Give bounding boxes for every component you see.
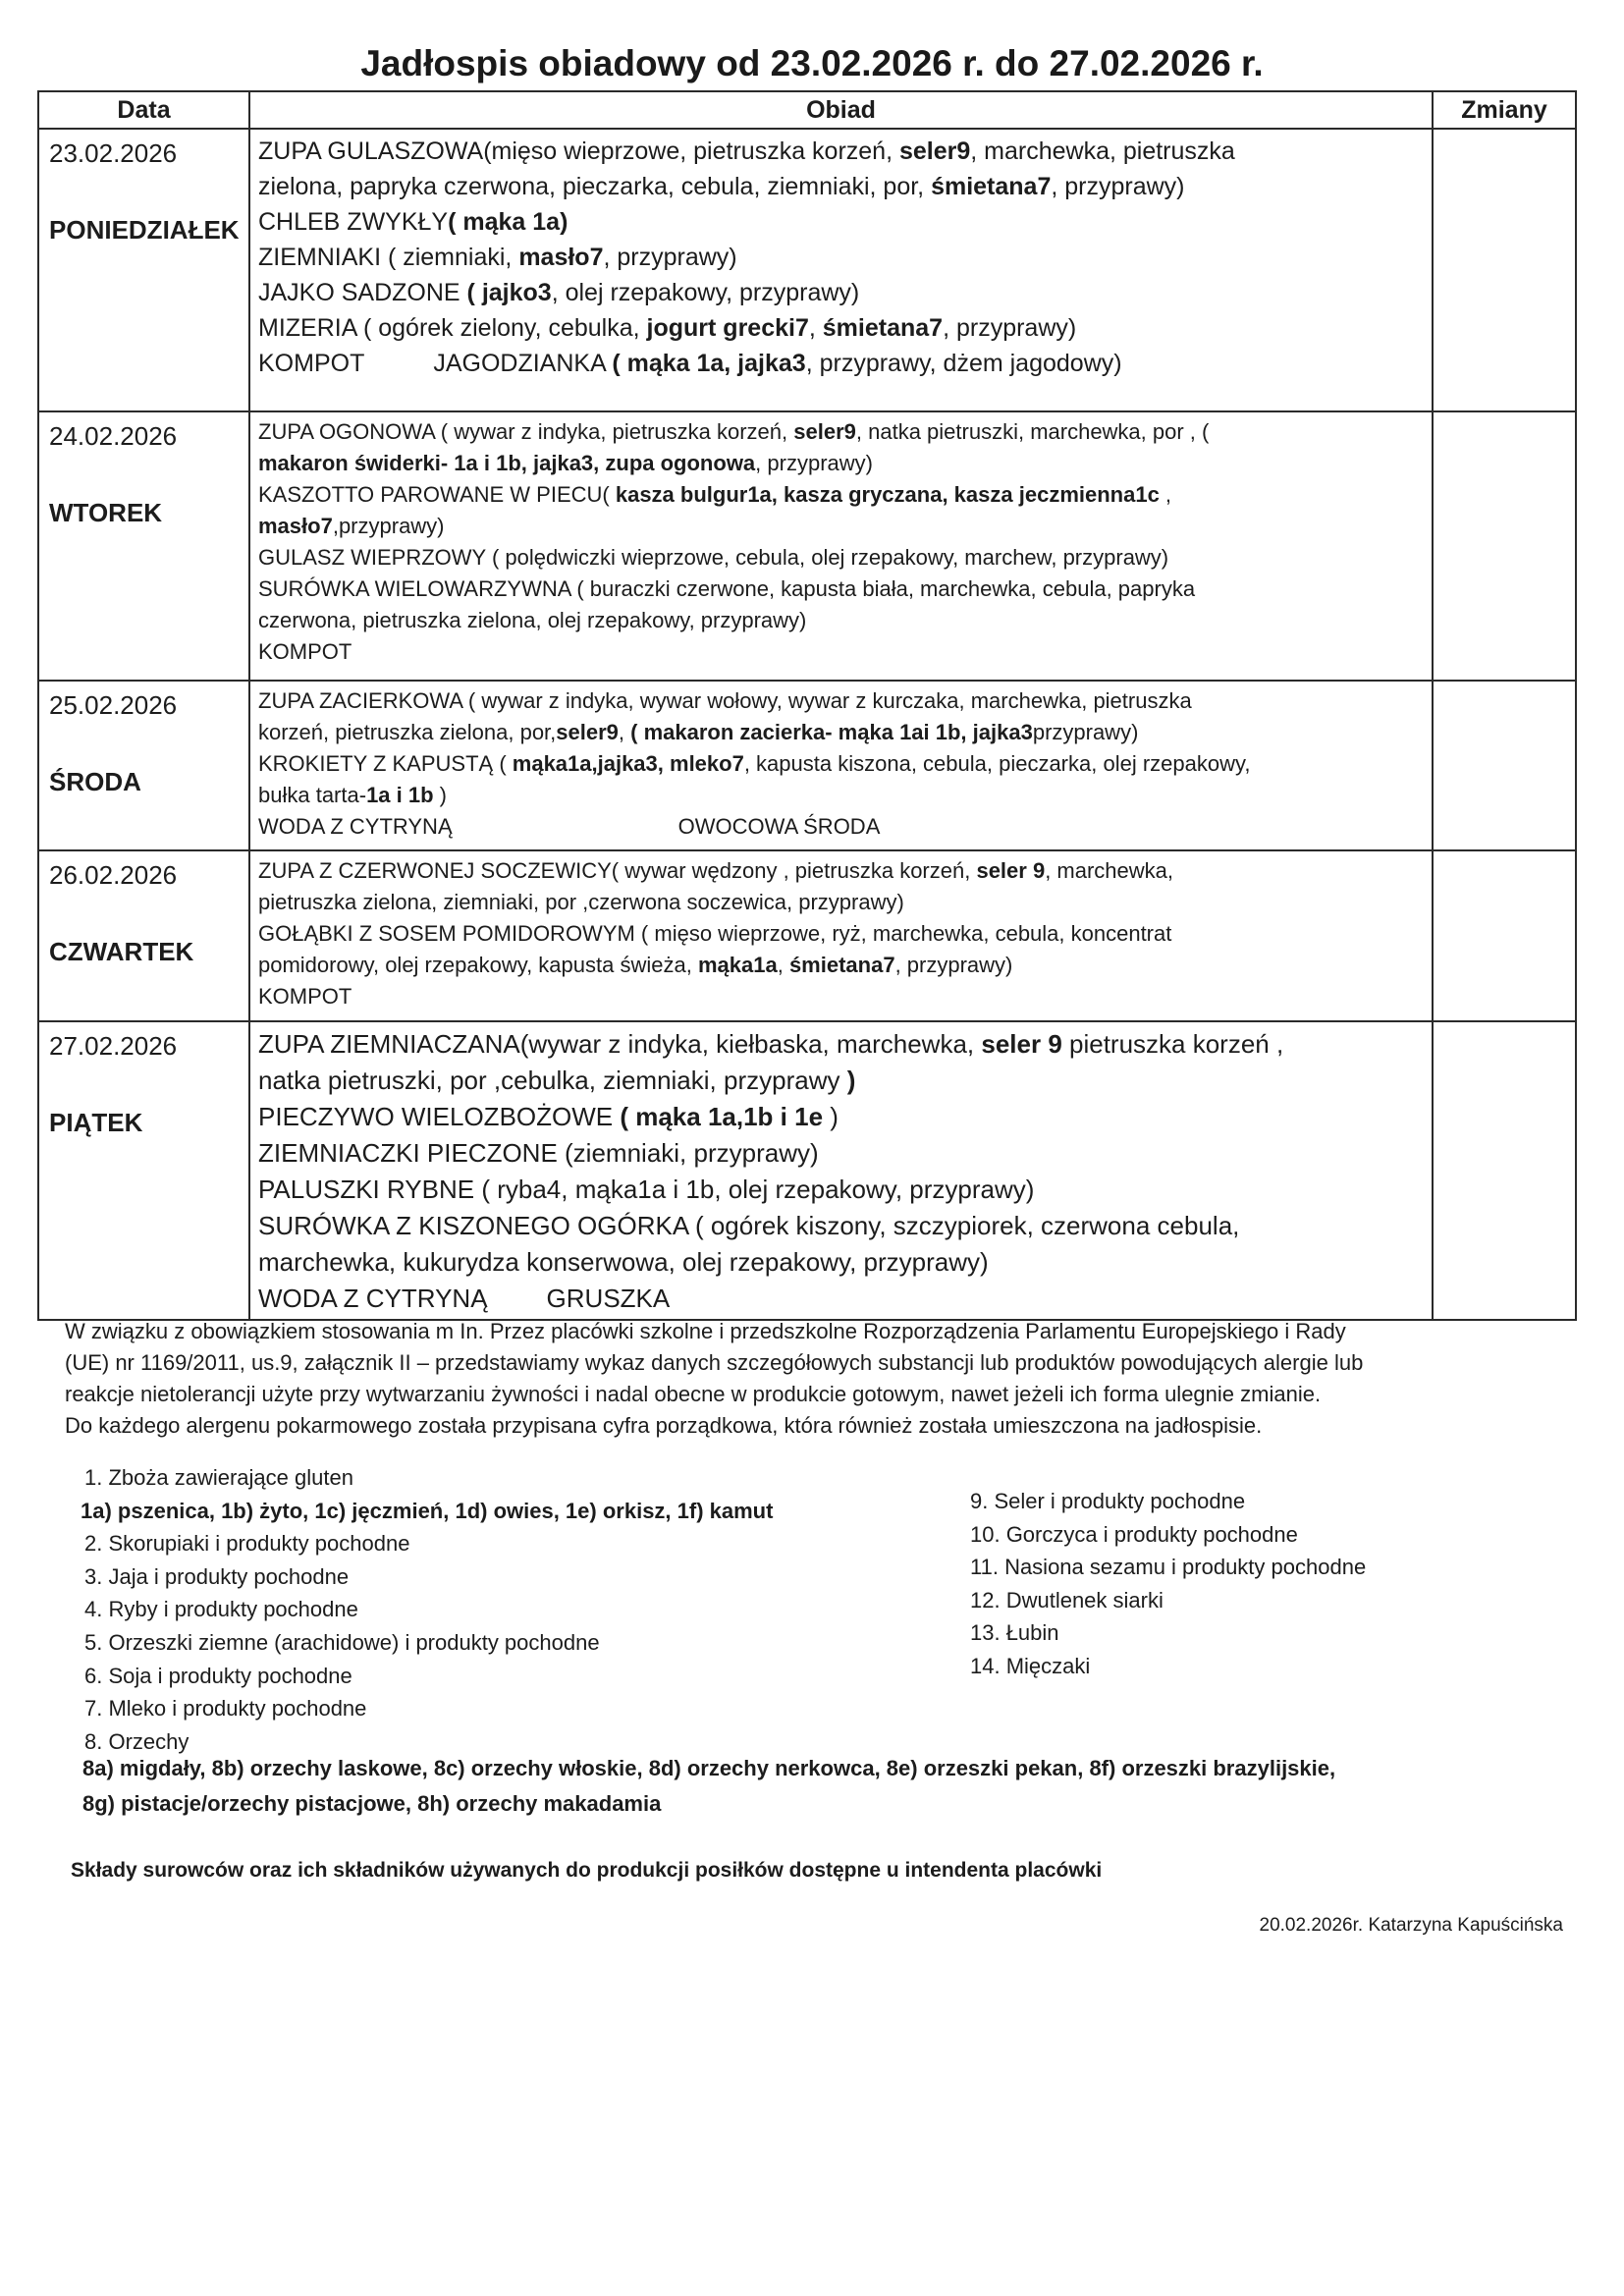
changes-cell [1433, 850, 1576, 1021]
nuts-list [82, 1751, 1335, 1822]
meal-line [258, 1172, 1426, 1208]
meal-line [258, 1281, 1426, 1317]
meal-text: WODA Z CYTRYNĄ [258, 814, 453, 839]
meal-text: pietruszka korzeń , [1061, 1029, 1284, 1059]
allergen-item: 10. Gorczyca i produkty pochodne [970, 1521, 1298, 1547]
meal-text: kasza bulgur1a, kasza gryczana, kasza jeczmienna1c [615, 482, 1160, 507]
day-row [38, 411, 1576, 681]
day-row [38, 1021, 1576, 1320]
footer-note: Składy surowców oraz ich składników używanych do produkcji posiłków dostępne u intendenta placówki [71, 1859, 1103, 1882]
meal-text: seler9 [793, 419, 856, 444]
meal-text: , [808, 314, 823, 342]
meal-cell [249, 850, 1433, 1021]
meal-text: , przyprawy) [603, 244, 737, 271]
changes-cell [1433, 1021, 1576, 1320]
meal-cell [249, 1021, 1433, 1320]
day-date: 24.02.2026 [49, 421, 178, 451]
notice-line: (UE) nr 1169/2011, us.9, załącznik II – przedstawiamy wykaz danych szczegółowych substancji lub produktów powodujących alergie lub [65, 1350, 1364, 1375]
notice-line: W związku z obowiązkiem stosowania m In. Przez placówki szkolne i przedszkolne Rozporządzenia Parlamentu Europejskiego i Rady [65, 1319, 1346, 1343]
meal-text: , [777, 953, 789, 977]
meal-text: seler 9 [976, 858, 1046, 883]
allergen-item: 4. Ryby i produkty pochodne [84, 1597, 358, 1622]
nuts-line: 8g) pistacje/orzechy pistacjowe, 8h) orzechy makadamia [82, 1791, 662, 1816]
meal-text: KOMPOT [258, 639, 352, 664]
meal-text: ZUPA GULASZOWA(mięso wieprzowe, pietruszka korzeń, [258, 137, 899, 165]
meal-text: KOMPOT [258, 350, 365, 377]
meal-line [258, 310, 1426, 346]
meal-line [258, 479, 1426, 511]
table-header-row [38, 91, 1576, 129]
meal-line [258, 918, 1426, 950]
meal-text: ) [433, 783, 447, 807]
meal-line [258, 416, 1426, 448]
meal-text: KASZOTTO PAROWANE W PIECU( [258, 482, 616, 507]
allergen-item: 1. Zboża zawierające gluten [84, 1465, 353, 1490]
meal-text: ) [823, 1102, 839, 1131]
meal-line [258, 636, 1426, 668]
allergen-item: 11. Nasiona sezamu i produkty pochodne [970, 1555, 1367, 1580]
meal-cell [249, 129, 1433, 411]
day-date: 23.02.2026 [49, 138, 178, 168]
meal-text: OWOCOWA ŚRODA [677, 814, 881, 839]
meal-text: pomidorowy, olej rzepakowy, kapusta świeża, [258, 953, 698, 977]
meal-line [258, 811, 1426, 843]
meal-text: KROKIETY Z KAPUSTĄ ( [258, 751, 513, 776]
changes-cell [1433, 129, 1576, 411]
meal-text: GRUSZKA [546, 1284, 671, 1313]
meal-text: marchewka, kukurydza konserwowa, olej rzepakowy, przyprawy) [258, 1247, 989, 1277]
meal-text: ) [846, 1066, 856, 1095]
meal-line [258, 685, 1426, 717]
meal-text: , marchewka, [1045, 858, 1174, 883]
allergen-item: 7. Mleko i produkty pochodne [84, 1696, 367, 1722]
meal-text: śmietana7 [931, 173, 1052, 200]
meal-text: zielona, papryka czerwona, pieczarka, cebula, ziemniaki, por, [258, 173, 932, 200]
meal-line [258, 204, 1426, 240]
meal-text: , [618, 720, 631, 744]
meal-text: makaron świderki- 1a i 1b, jajka3, zupa ogonowa [258, 451, 756, 475]
meal-line [258, 855, 1426, 887]
meal-text: JAGODZIANKA [433, 350, 613, 377]
meal-text: pietruszka zielona, ziemniaki, por ,czerwona soczewica, przyprawy) [258, 890, 904, 914]
notice-line: Do każdego alergenu pokarmowego została przypisana cyfra porządkowa, która również została umieszczona na jadłospisie. [65, 1413, 1263, 1438]
meal-text: śmietana7 [822, 314, 944, 342]
day-name: WTOREK [49, 498, 163, 527]
allergen-item: 1a) pszenica, 1b) żyto, 1c) jęczmień, 1d) owies, 1e) orkisz, 1f) kamut [81, 1498, 774, 1523]
header-meal: Obiad [249, 91, 1433, 129]
meal-line [258, 169, 1426, 204]
day-date: 25.02.2026 [49, 690, 178, 720]
nuts-line: 8a) migdały, 8b) orzechy laskowe, 8c) orzechy włoskie, 8d) orzechy nerkowca, 8e) orzeszki pekan, 8f) orzeszki brazylijskie, [82, 1756, 1336, 1780]
meal-line [258, 1208, 1426, 1244]
day-row [38, 850, 1576, 1021]
meal-text: MIZERIA ( ogórek zielony, cebulka, [258, 314, 647, 342]
meal-text: przyprawy) [1032, 720, 1139, 744]
meal-line [258, 780, 1426, 811]
header-date: Data [38, 91, 249, 129]
allergen-item: 9. Seler i produkty pochodne [970, 1489, 1246, 1513]
meal-line [258, 448, 1426, 479]
meal-text: ZUPA OGONOWA ( wywar z indyka, pietruszka korzeń, [258, 419, 794, 444]
meal-text: GULASZ WIEPRZOWY ( polędwiczki wieprzowe, cebula, olej rzepakowy, marchew, przyprawy) [258, 545, 1169, 570]
meal-text: , [1159, 482, 1172, 507]
meal-text: ZUPA Z CZERWONEJ SOCZEWICY( wywar wędzony , pietruszka korzeń, [258, 858, 977, 883]
meal-text: mąka1a,jajka3, mleko7 [512, 751, 744, 776]
day-name: PONIEDZIAŁEK [49, 215, 240, 245]
meal-text: seler9 [556, 720, 619, 744]
meal-text: , przyprawy) [894, 953, 1013, 977]
meal-line [258, 134, 1426, 169]
menu-table [37, 90, 1577, 1321]
day-name: ŚRODA [49, 767, 141, 796]
meal-line [258, 275, 1426, 310]
meal-cell [249, 681, 1433, 850]
meal-text: ZIEMNIAKI ( ziemniaki, [258, 244, 519, 271]
meal-text: , przyprawy) [943, 314, 1077, 342]
signature-date: 20.02.2026r. Katarzyna Kapuścińska [1259, 1915, 1563, 1936]
meal-text: JAJKO SADZONE [258, 279, 467, 306]
meal-text: KOMPOT [258, 984, 352, 1009]
meal-text: bułka tarta- [258, 783, 367, 807]
meal-text: czerwona, pietruszka zielona, olej rzepakowy, przyprawy) [258, 608, 807, 632]
meal-line [258, 887, 1426, 918]
meal-text: , przyprawy) [1051, 173, 1185, 200]
allergen-item: 14. Mięczaki [970, 1653, 1091, 1678]
day-name: PIĄTEK [49, 1108, 143, 1137]
meal-text: natka pietruszki, por ,cebulka, ziemniaki, przyprawy [258, 1066, 847, 1095]
changes-cell [1433, 411, 1576, 681]
meal-line [258, 346, 1426, 381]
meal-text: PIECZYWO WIELOZBOŻOWE [258, 1102, 621, 1131]
meal-text: ( mąka 1a, jajka3 [612, 350, 806, 377]
meal-line [258, 605, 1426, 636]
day-date: 26.02.2026 [49, 860, 178, 890]
meal-text: PALUSZKI RYBNE ( ryba4, mąka1a i 1b, olej rzepakowy, przyprawy) [258, 1175, 1035, 1204]
allergen-item: 12. Dwutlenek siarki [970, 1587, 1164, 1613]
meal-line [258, 981, 1426, 1012]
meal-text: 1a i 1b [366, 783, 434, 807]
meal-line [258, 1244, 1426, 1281]
meal-text: ( makaron zacierka- mąka 1ai 1b, jajka3 [630, 720, 1033, 744]
meal-text: seler9 [898, 137, 971, 165]
allergen-item: 5. Orzeszki ziemne (arachidowe) i produkty pochodne [84, 1629, 600, 1655]
meal-text: masło7 [258, 514, 333, 538]
meal-text: GOŁĄBKI Z SOSEM POMIDOROWYM ( mięso wieprzowe, ryż, marchewka, cebula, koncentrat [258, 921, 1172, 946]
meal-text: ,przyprawy) [332, 514, 445, 538]
allergen-list-right [970, 1485, 1366, 1683]
meal-text: seler 9 [981, 1029, 1062, 1059]
page-title: Jadłospis obiadowy od 23.02.2026 r. do 27.02.2026 r. [360, 43, 1264, 83]
day-row [38, 681, 1576, 850]
meal-text: mąka1a [697, 953, 778, 977]
allergen-item: 6. Soja i produkty pochodne [84, 1663, 352, 1688]
notice-line: reakcje nietolerancji użyte przy wytwarzaniu żywności i nadal obecne w produkcie gotowym, nawet jeżeli ich forma ulegnie zmianie. [65, 1382, 1322, 1406]
meal-line [258, 950, 1426, 981]
day-row [38, 129, 1576, 411]
meal-text: , olej rzepakowy, przyprawy) [551, 279, 860, 306]
menu-body [38, 129, 1576, 1320]
meal-text: śmietana7 [788, 953, 895, 977]
meal-line [258, 1099, 1426, 1135]
allergen-notice [65, 1316, 1577, 1442]
meal-text: masło7 [518, 244, 604, 271]
meal-text: ( mąka 1a) [448, 208, 568, 236]
day-date: 27.02.2026 [49, 1031, 178, 1061]
meal-cell [249, 411, 1433, 681]
allergen-list-left [82, 1461, 773, 1758]
meal-text: , kapusta kiszona, cebula, pieczarka, olej rzepakowy, [743, 751, 1251, 776]
allergen-item: 2. Skorupiaki i produkty pochodne [84, 1531, 410, 1557]
header-changes: Zmiany [1433, 91, 1576, 129]
meal-text: SURÓWKA Z KISZONEGO OGÓRKA ( ogórek kiszony, szczypiorek, czerwona cebula, [258, 1211, 1240, 1240]
meal-line [258, 511, 1426, 542]
meal-text: korzeń, pietruszka zielona, por, [258, 720, 557, 744]
meal-line [258, 542, 1426, 574]
meal-line [258, 240, 1426, 275]
meal-text: SURÓWKA WIELOWARZYWNA ( buraczki czerwone, kapusta biała, marchewka, cebula, papryka [258, 576, 1196, 601]
day-name: CZWARTEK [49, 937, 194, 966]
allergen-item: 3. Jaja i produkty pochodne [84, 1563, 350, 1589]
meal-text: ZIEMNIACZKI PIECZONE (ziemniaki, przyprawy) [258, 1138, 819, 1168]
meal-text: , marchewka, pietruszka [970, 137, 1235, 165]
meal-line [258, 1063, 1426, 1099]
allergen-item: 8. Orzechy [84, 1728, 189, 1754]
meal-text: , przyprawy) [755, 451, 873, 475]
meal-text: ( mąka 1a,1b i 1e [620, 1102, 824, 1131]
changes-cell [1433, 681, 1576, 850]
meal-text: CHLEB ZWYKŁY [258, 208, 449, 236]
meal-line [258, 1135, 1426, 1172]
meal-line [258, 1026, 1426, 1063]
meal-text: , przyprawy, dżem jagodowy) [805, 350, 1122, 377]
meal-text: jogurt grecki7 [646, 314, 809, 342]
meal-line [258, 574, 1426, 605]
allergen-item: 13. Łubin [970, 1620, 1059, 1646]
meal-text: , natka pietruszki, marchewka, por , ( [855, 419, 1210, 444]
meal-text: ( jajko3 [466, 279, 552, 306]
meal-text: ZUPA ZACIERKOWA ( wywar z indyka, wywar wołowy, wywar z kurczaka, marchewka, pietruszka [258, 688, 1192, 713]
meal-text: WODA Z CYTRYNĄ [258, 1284, 488, 1313]
meal-line [258, 748, 1426, 780]
meal-text: ZUPA ZIEMNIACZANA(wywar z indyka, kiełbaska, marchewka, [258, 1029, 982, 1059]
meal-line [258, 717, 1426, 748]
